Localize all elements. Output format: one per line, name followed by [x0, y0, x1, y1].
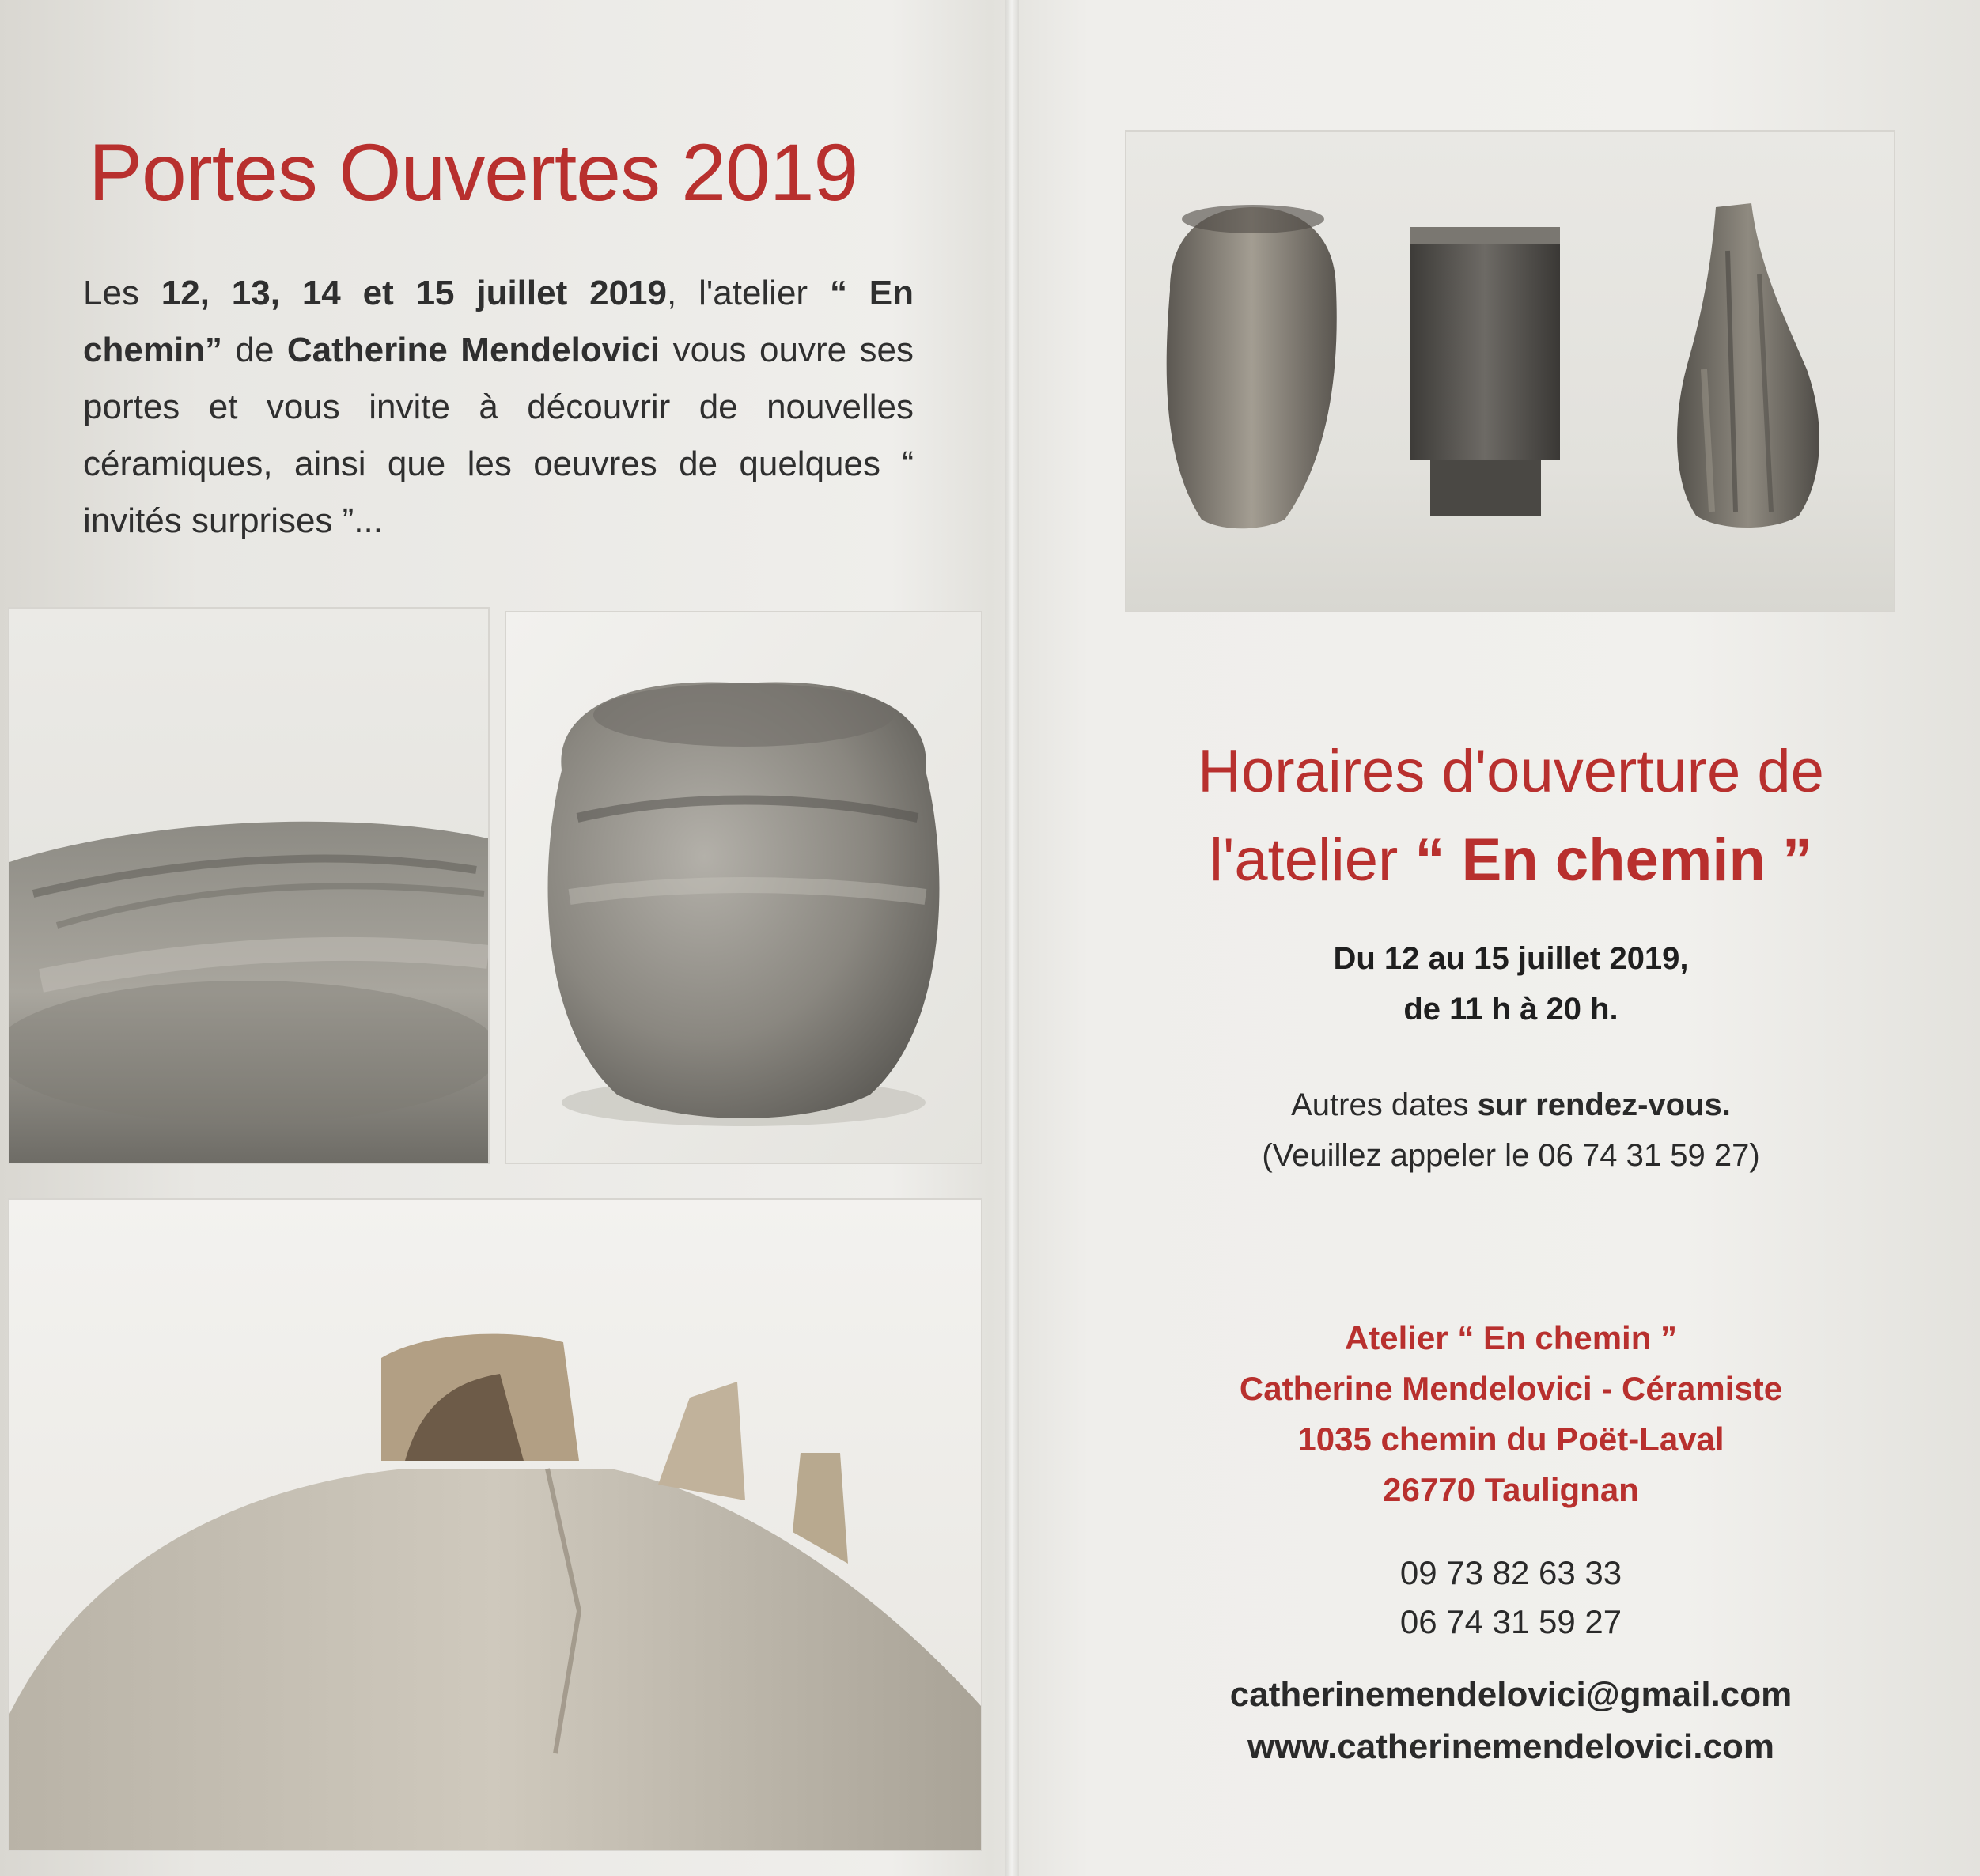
intro-text-1: Les: [83, 274, 161, 312]
address-block: [1084, 1313, 1938, 1515]
contact-block: [1084, 1669, 1938, 1773]
address-line-city: 26770 Taulignan: [1383, 1471, 1639, 1508]
intro-text-4: vous ouvre ses portes et vous invite à découvrir de nouvelles céramiques, ainsi que les oeuvres de quelques “ invités surprises ”...: [83, 331, 914, 540]
title-horaires-line2-em: “ En chemin ”: [1414, 826, 1813, 894]
appointment-pre: Autres dates: [1291, 1087, 1478, 1122]
appointment-line1: [1084, 1080, 1938, 1130]
title-portes-ouvertes: Portes Ouvertes 2019: [89, 127, 858, 217]
email-address: catherinemendelovici@gmail.com: [1229, 1675, 1793, 1714]
title-horaires: [1092, 728, 1930, 905]
address-line-artist: Catherine Mendelovici - Céramiste: [1239, 1370, 1783, 1407]
title-horaires-line2-pre: l'atelier: [1209, 826, 1415, 894]
address-line-atelier: Atelier “ En chemin ”: [1344, 1319, 1678, 1356]
appointment-bold: sur rendez-vous.: [1477, 1087, 1731, 1122]
photo-cut-vase: [8, 1198, 982, 1851]
dates-line2: de 11 h à 20 h.: [1403, 992, 1618, 1027]
phone-landline: 09 73 82 63 33: [1399, 1554, 1622, 1591]
intro-text-2: , l'atelier: [667, 274, 830, 312]
intro-artist-name: Catherine Mendelovici: [286, 331, 661, 369]
website-url: www.catherinemendelovici.com: [1247, 1727, 1774, 1766]
photo-round-pot: [505, 611, 982, 1164]
appointment-line2: (Veuillez appeler le 06 74 31 59 27): [1262, 1138, 1760, 1173]
page-fold: [1005, 0, 1019, 1876]
intro-paragraph: [83, 265, 914, 550]
title-horaires-line2: [1092, 816, 1930, 905]
title-horaires-line1: Horaires d'ouverture de: [1198, 738, 1824, 805]
intro-dates: 12, 13, 14 et 15 juillet 2019: [161, 274, 667, 312]
appointment-info: [1084, 1080, 1938, 1181]
phone-block: [1084, 1549, 1938, 1647]
photo-three-vessels: [1125, 130, 1895, 612]
phone-mobile: 06 74 31 59 27: [1399, 1603, 1622, 1640]
intro-atelier-name: “ En chemin”: [83, 274, 914, 369]
address-line-street: 1035 chemin du Poët-Laval: [1297, 1420, 1724, 1458]
dates-line1: Du 12 au 15 juillet 2019,: [1333, 941, 1689, 976]
opening-dates: [1084, 933, 1938, 1034]
photo-flat-bowl: [8, 607, 490, 1164]
intro-text-3: de: [222, 331, 287, 369]
